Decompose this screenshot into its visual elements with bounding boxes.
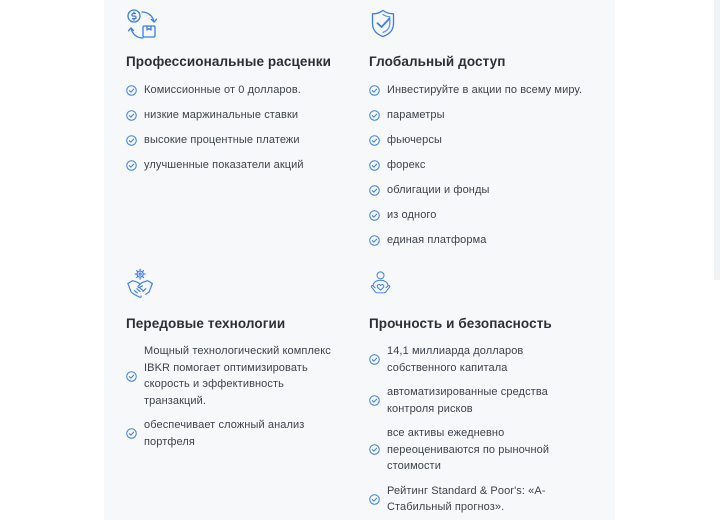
check-circle-icon [369, 160, 380, 171]
check-circle-icon [369, 135, 380, 146]
feature-text: форекс [387, 159, 426, 171]
list-item [369, 132, 582, 149]
check-circle-icon [126, 110, 137, 121]
check-circle-icon [369, 395, 380, 406]
feature-list [126, 82, 304, 174]
feature-text: 14,1 миллиарда долларов собственного капитала [387, 345, 524, 374]
list-item [126, 132, 304, 149]
check-circle-icon [369, 494, 380, 505]
feature-text: автоматизированные средства контроля рисков [387, 386, 548, 415]
check-circle-icon [369, 110, 380, 121]
list-item [126, 157, 304, 174]
card-global-access [369, 8, 605, 246]
list-item [126, 343, 344, 409]
shield-check-icon [369, 8, 403, 42]
feature-text: улучшенные показатели акций [144, 159, 304, 171]
pricing-icon [126, 8, 160, 42]
check-circle-icon [126, 135, 137, 146]
list-item [369, 107, 582, 124]
card-title: Прочность и безопасность [369, 316, 552, 331]
list-item [126, 82, 304, 99]
scrollbar-track[interactable] [714, 0, 720, 280]
feature-text: из одного [387, 209, 437, 221]
feature-text: облигации и фонды [387, 184, 490, 196]
feature-text: Мощный технологический комплекс IBKR помогает оптимизировать скорость и эффективность транзакций. [144, 345, 331, 407]
check-circle-icon [369, 444, 380, 455]
list-item [126, 417, 344, 450]
feature-text: высокие процентные платежи [144, 134, 300, 146]
check-circle-icon [369, 354, 380, 365]
feature-text: все активы ежедневно переоцениваются по рыночной стоимости [387, 427, 550, 472]
feature-list [369, 82, 582, 249]
card-title: Профессиональные расценки [126, 54, 331, 69]
check-circle-icon [126, 371, 137, 382]
list-item [369, 425, 567, 475]
feature-text: фьючерсы [387, 134, 442, 146]
feature-text: единая платформа [387, 234, 487, 246]
list-item [369, 232, 582, 249]
card-title: Передовые технологии [126, 316, 286, 331]
feature-text: Комиссионные от 0 долларов. [144, 84, 301, 96]
check-circle-icon [126, 428, 137, 439]
list-item [369, 384, 567, 417]
feature-text: обеспечивает сложный анализ портфеля [144, 419, 305, 448]
list-item [369, 483, 567, 516]
list-item [369, 82, 582, 99]
list-item [126, 107, 304, 124]
check-circle-icon [126, 160, 137, 171]
card-title: Глобальный доступ [369, 54, 506, 69]
hand-heart-icon [369, 268, 397, 300]
feature-list [126, 343, 344, 450]
handshake-icon [126, 268, 158, 300]
list-item [369, 343, 567, 376]
feature-text: низкие маржинальные ставки [144, 109, 299, 121]
check-circle-icon [369, 210, 380, 221]
check-circle-icon [126, 85, 137, 96]
feature-text: Инвестируйте в акции по всему миру. [387, 84, 583, 96]
card-security [369, 268, 605, 513]
check-circle-icon [369, 185, 380, 196]
feature-text: Рейтинг Standard & Poor's: «A-Стабильный прогноз». [387, 484, 546, 513]
list-item [369, 207, 582, 224]
list-item [369, 157, 582, 174]
card-pricing [126, 8, 356, 171]
check-circle-icon [369, 235, 380, 246]
card-technology [126, 268, 356, 448]
check-circle-icon [369, 85, 380, 96]
feature-text: параметры [387, 109, 445, 121]
feature-list [369, 343, 567, 516]
list-item [369, 182, 582, 199]
